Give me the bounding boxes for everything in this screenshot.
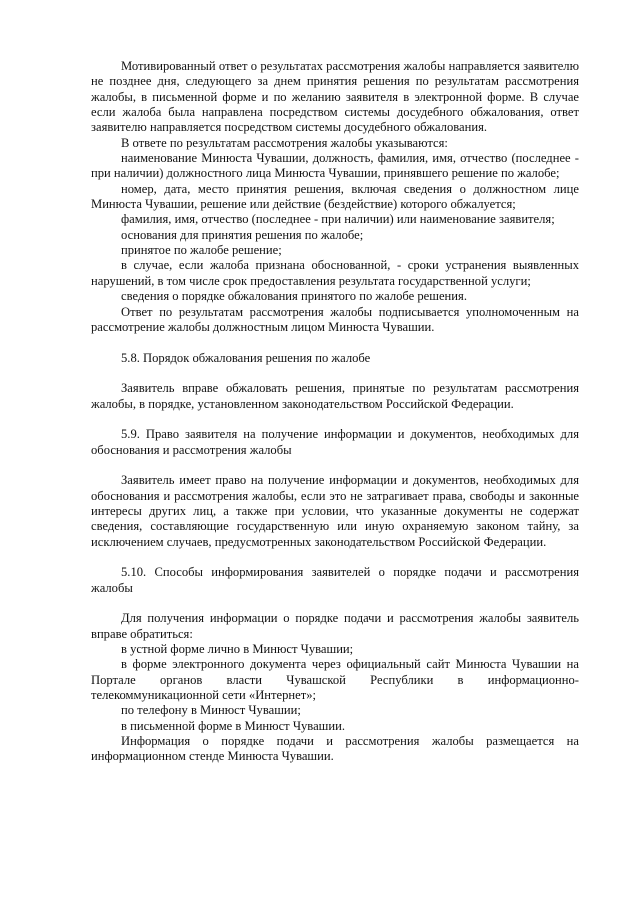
paragraph-appeal-info: сведения о порядке обжалования принятого по жалобе решения. (121, 289, 467, 304)
section-5-10-heading: 5.10. Способы информирования заявителей о порядке подачи и рассмотрения жалобы (91, 565, 579, 595)
paragraph-motivated-answer: Мотивированный ответ о результатах рассмотрения жалобы направляется заявителю не позднее дня, следующего за днем принятия решения по результатам рассмотрения жалобы, в письменной форме и по желанию заявителя в электронной форме. В случае если жалоба была направлена посредством системы досудебного обжалования, ответ заявителю направляется посредством системы досудебного обжалования. (91, 59, 579, 135)
section-5-8-heading: 5.8. Порядок обжалования решения по жалобе (121, 350, 371, 365)
section-5-10-intro: Для получения информации о порядке подачи и рассмотрения жалобы заявитель вправе обратиться: (91, 611, 579, 641)
paragraph-answer-contents-intro: В ответе по результатам рассмотрения жалобы указываются: (121, 135, 448, 150)
paragraph-decision-taken: принятое по жалобе решение; (121, 243, 282, 258)
paragraph-official-name: наименование Минюста Чувашии, должность, фамилия, имя, отчество (последнее - при наличии) должностного лица Минюста Чувашии, принявшего решение по жалобе; (91, 151, 579, 181)
paragraph-answer-signature: Ответ по результатам рассмотрения жалобы подписывается уполномоченным на рассмотрение жалобы должностным лицом Минюста Чувашии. (91, 304, 579, 334)
section-5-10-info-stand: Информация о порядке подачи и рассмотрения жалобы размещается на информационном стенде Минюста Чувашии. (91, 734, 579, 764)
document-body (91, 59, 579, 765)
paragraph-decision-grounds: основания для принятия решения по жалобе; (121, 227, 364, 242)
section-5-10-item-electronic: в форме электронного документа через официальный сайт Минюста Чувашии на Портале органов власти Чувашской Республики в информационно-телекоммуникационной сети «Интернет»; (91, 657, 579, 703)
section-5-10-item-phone: по телефону в Минюст Чувашии; (121, 703, 301, 718)
section-5-8-body: Заявитель вправе обжаловать решения, принятые по результатам рассмотрения жалобы, в порядке, установленном законодательством Российской Федерации. (91, 381, 579, 411)
section-5-10-item-oral: в устной форме лично в Минюст Чувашии; (121, 642, 354, 657)
section-5-10-item-written: в письменной форме в Минюст Чувашии. (121, 718, 346, 733)
paragraph-applicant-name: фамилия, имя, отчество (последнее - при наличии) или наименование заявителя; (121, 212, 555, 227)
paragraph-violation-terms: в случае, если жалоба признана обоснованной, - сроки устранения выявленных нарушений, в том числе срок предоставления результата государственной услуги; (91, 258, 579, 288)
section-5-9-heading: 5.9. Право заявителя на получение информации и документов, необходимых для обоснования и рассмотрения жалобы (91, 427, 579, 457)
paragraph-decision-details: номер, дата, место принятия решения, включая сведения о должностном лице Минюста Чувашии, решение или действие (бездействие) которого обжалуется; (91, 181, 579, 212)
section-5-9-body: Заявитель имеет право на получение информации и документов, необходимых для обоснования и рассмотрения жалобы, если это не затрагивает права, свободы и законные интересы других лиц, а также при условии, что указанные документы не содержат сведения, составляющие государственную или иную охраняемую законом тайну, за исключением случаев, предусмотренных законодательством Российской Федерации. (91, 473, 579, 549)
